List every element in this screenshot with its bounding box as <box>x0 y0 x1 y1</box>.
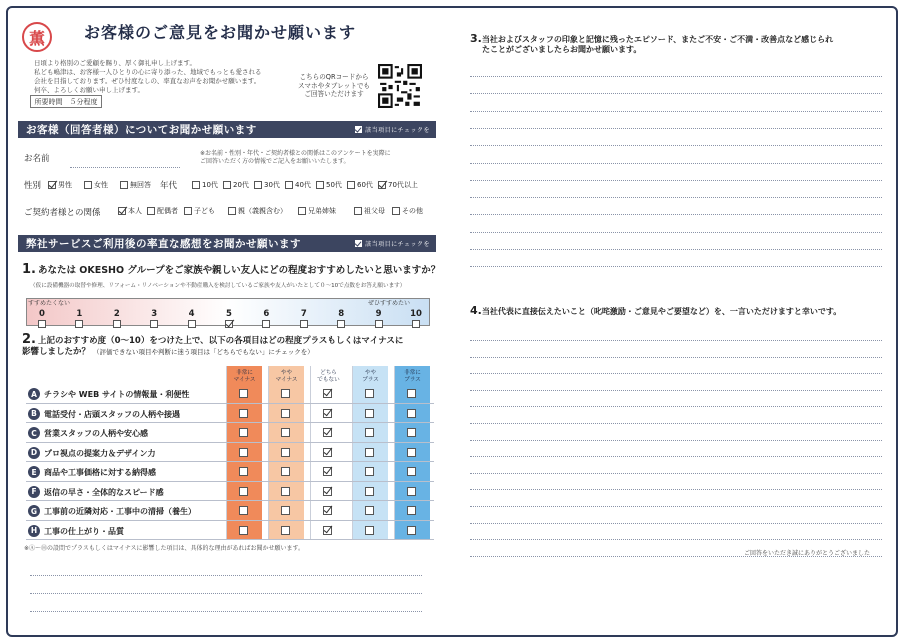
seal-stamp: 薫 <box>22 22 52 52</box>
relation-option[interactable] <box>147 206 178 216</box>
scale-checkbox[interactable] <box>300 320 308 328</box>
rating-checkbox[interactable] <box>365 409 374 418</box>
rating-checkbox[interactable] <box>281 506 290 515</box>
scale-number: 9 <box>375 309 382 319</box>
scale-option[interactable] <box>256 309 276 328</box>
relation-option[interactable] <box>392 206 423 216</box>
relation-option[interactable] <box>228 206 287 216</box>
rating-checkbox[interactable] <box>281 526 290 535</box>
scale-option[interactable] <box>69 309 89 328</box>
section1-header: お客様（回答者様）についてお聞かせ願います 該当項目にチェックを <box>18 121 436 138</box>
scale-option[interactable] <box>182 309 202 328</box>
relation-label: ご契約者様との関係 <box>24 208 101 218</box>
q4-answer-line[interactable] <box>470 440 882 441</box>
rating-checkbox[interactable] <box>365 448 374 457</box>
q3-answer-line[interactable] <box>470 180 882 181</box>
answer-line[interactable] <box>30 593 422 594</box>
item-letter-badge: F <box>28 486 40 498</box>
item-letter-badge: H <box>28 525 40 537</box>
checkbox[interactable] <box>354 207 362 215</box>
checkbox[interactable] <box>378 181 386 189</box>
rating-checkbox[interactable] <box>239 487 248 496</box>
scale-checkbox[interactable] <box>225 320 233 328</box>
scale-option[interactable] <box>294 309 314 328</box>
name-line[interactable] <box>70 167 180 168</box>
rating-checkbox[interactable] <box>239 448 248 457</box>
item-label: プロ視点の提案力＆デザイン力 <box>44 448 156 458</box>
scale-number: 7 <box>300 309 307 319</box>
rating-column-header: どちら でもない <box>317 370 340 383</box>
option-label: 女性 <box>94 181 108 189</box>
q3-answer-line[interactable] <box>470 145 882 146</box>
check-icon <box>355 126 362 133</box>
scale-option[interactable] <box>406 309 426 328</box>
item-letter-badge: B <box>28 408 40 420</box>
option-label: 配偶者 <box>157 207 178 215</box>
age-label: 年代 <box>160 181 178 191</box>
q4-answer-line[interactable] <box>470 456 882 457</box>
rating-column-header: やや プラス <box>362 370 379 383</box>
scale-checkbox[interactable] <box>113 320 121 328</box>
rating-checkbox[interactable] <box>407 448 416 457</box>
scale-option[interactable] <box>144 309 164 328</box>
scale-option[interactable] <box>219 309 239 328</box>
q4-answer-line[interactable] <box>470 406 882 407</box>
checkbox[interactable] <box>285 181 293 189</box>
relation-option[interactable] <box>354 206 385 216</box>
rating-checkbox[interactable] <box>365 506 374 515</box>
scale-number: 2 <box>113 309 120 319</box>
age-option[interactable] <box>192 180 218 190</box>
scale-low-label: すすめたくない <box>28 300 71 307</box>
rating-checkbox[interactable] <box>365 467 374 476</box>
q3-answer-line[interactable] <box>470 93 882 94</box>
age-option[interactable] <box>223 180 249 190</box>
scale-number: 1 <box>76 309 83 319</box>
item-label: 返信の早さ・全体的なスピード感 <box>44 487 164 497</box>
rating-checkbox[interactable] <box>239 467 248 476</box>
answer-line[interactable] <box>30 575 422 576</box>
item-letter-badge: D <box>28 447 40 459</box>
q3-answer-line[interactable] <box>470 128 882 129</box>
rating-checkbox[interactable] <box>239 389 248 398</box>
rating-checkbox[interactable] <box>323 467 332 476</box>
checkbox[interactable] <box>347 181 355 189</box>
qr-code[interactable] <box>378 64 422 108</box>
item-letter-badge: G <box>28 505 40 517</box>
intro-line: 会社を目指しております。ぜひ忖度なしの、率直なお声をお聞かせ願います。 <box>34 77 261 85</box>
rating-column-header: やや マイナス <box>275 370 298 383</box>
rating-checkbox[interactable] <box>281 487 290 496</box>
checkbox[interactable] <box>48 181 56 189</box>
item-label: 営業スタッフの人柄や安心感 <box>44 429 148 438</box>
option-label: 40代 <box>295 181 311 189</box>
option-label: 子ども <box>194 207 215 215</box>
item-label: 工事前の近隣対応・工事中の清掃（養生） <box>44 507 196 516</box>
rating-column-header: 非常に プラス <box>404 370 421 383</box>
checkbox[interactable] <box>298 207 306 215</box>
rating-checkbox[interactable] <box>407 526 416 535</box>
age-option[interactable] <box>285 180 311 190</box>
scale-option[interactable] <box>32 309 52 328</box>
q4-answer-line[interactable] <box>470 489 882 490</box>
checkbox[interactable] <box>192 181 200 189</box>
rating-checkbox[interactable] <box>281 409 290 418</box>
option-label: 兄弟姉妹 <box>308 207 336 215</box>
scale-checkbox[interactable] <box>262 320 270 328</box>
item-label: 商品や工事価格に対する納得感 <box>44 468 156 477</box>
rating-checkbox[interactable] <box>365 487 374 496</box>
scale-checkbox[interactable] <box>188 320 196 328</box>
relation-option[interactable] <box>184 206 215 216</box>
rating-checkbox[interactable] <box>407 389 416 398</box>
checkbox[interactable] <box>392 207 400 215</box>
checkbox[interactable] <box>228 207 236 215</box>
q3-answer-line[interactable] <box>470 249 882 250</box>
rating-checkbox[interactable] <box>365 428 374 437</box>
q4-answer-line[interactable] <box>470 373 882 374</box>
q3-answer-line[interactable] <box>470 197 882 198</box>
intro-line: 日頃より格別のご愛顧を賜り、厚く御礼申し上げます。 <box>34 59 196 67</box>
thanks-message: ご回答をいただき誠にありがとうございました <box>744 550 871 557</box>
q1-note: （仮に設備機器の取替や修理、リフォーム・リノベーションや不動産購入を検討しているご家族や友人がいたとして０〜10で点数をお答え願います） <box>30 283 406 289</box>
rating-checkbox[interactable] <box>407 467 416 476</box>
rating-checkbox[interactable] <box>365 389 374 398</box>
age-option[interactable] <box>316 180 342 190</box>
rating-checkbox[interactable] <box>239 526 248 535</box>
scale-high-label: ぜひすすめたい <box>368 300 411 307</box>
scale-number: 8 <box>338 309 345 319</box>
option-label: 本人 <box>128 207 142 215</box>
scale-number: 3 <box>151 309 158 319</box>
rating-checkbox[interactable] <box>323 487 332 496</box>
checkbox[interactable] <box>254 181 262 189</box>
scale-checkbox[interactable] <box>337 320 345 328</box>
q4-text: 4.当社代表に直接伝えたいこと（叱咤激励・ご意見やご要望など）を、一言いただけますと幸いです。 <box>470 304 842 317</box>
q4-answer-line[interactable] <box>470 539 882 540</box>
age-option[interactable] <box>254 180 280 190</box>
option-label: 20代 <box>233 181 249 189</box>
scale-number: 5 <box>226 309 232 319</box>
time-estimate: 所要時間 ５分程度 <box>30 95 102 108</box>
checkbox[interactable] <box>316 181 324 189</box>
age-option[interactable] <box>378 180 418 190</box>
checkbox[interactable] <box>147 207 155 215</box>
item-label: チラシや WEB サイトの情報量・利便性 <box>44 390 190 399</box>
rating-checkbox[interactable] <box>281 467 290 476</box>
option-label: 10代 <box>202 181 218 189</box>
rating-checkbox[interactable] <box>239 428 248 437</box>
item-letter-badge: C <box>28 427 40 439</box>
q4-answer-line[interactable] <box>470 357 882 358</box>
rating-checkbox[interactable] <box>281 448 290 457</box>
intro-line: 何卒、よろしくお願い申し上げます。 <box>34 86 144 94</box>
intro-line: 私ども嶋津は、お客様一人ひとりの心に寄り添った、地域でもっとも愛される <box>34 68 262 76</box>
qr-instructions: こちらのQRコードから スマホやタブレットでも ご回答いただけます <box>297 73 371 98</box>
checkbox[interactable] <box>223 181 231 189</box>
check-icon <box>355 240 362 247</box>
scale-number: 0 <box>39 309 45 319</box>
rating-checkbox[interactable] <box>407 409 416 418</box>
gender-label: 性別 <box>24 181 42 191</box>
q3-answer-line[interactable] <box>470 76 882 77</box>
q3-answer-line[interactable] <box>470 232 882 233</box>
rating-checkbox[interactable] <box>239 409 248 418</box>
age-option[interactable] <box>347 180 373 190</box>
rating-column-header: 非常に マイナス <box>233 370 256 383</box>
rating-checkbox[interactable] <box>323 389 332 398</box>
scale-option[interactable] <box>107 309 127 328</box>
checkbox[interactable] <box>120 181 128 189</box>
scale-number: 6 <box>263 309 270 319</box>
name-note: ※お名前・性別・年代・ご契約者様との関係はこのアンケートを実際に ご回答いただく方の情報でご記入をお願いいたします。 <box>200 150 391 165</box>
q4-answer-line[interactable] <box>470 473 882 474</box>
option-label: 親（義親含む） <box>238 207 287 215</box>
gender-option[interactable] <box>84 180 108 190</box>
q3-text: 3.当社およびスタッフの印象と記憶に残ったエピソード、またご不安・ご不満・改善点など感じられ たことがございましたらお聞かせ願います。 <box>470 32 834 54</box>
q4-answer-line[interactable] <box>470 423 882 424</box>
item-letter-badge: E <box>28 466 40 478</box>
rating-checkbox[interactable] <box>323 448 332 457</box>
option-label: その他 <box>402 207 423 215</box>
rating-checkbox[interactable] <box>239 506 248 515</box>
q3-answer-line[interactable] <box>470 266 882 267</box>
scale-checkbox[interactable] <box>375 320 383 328</box>
q2-text: 2. 上記のおすすめ度（0〜10）をつけた上で、以下の各項目はどの程度プラスもしくはマイナスに 影響しましたか？ （評価できない項目や判断に迷う項目は「どちらでもない」にチェックを） <box>22 332 404 357</box>
option-label: 30代 <box>264 181 280 189</box>
q3-answer-line[interactable] <box>470 111 882 112</box>
option-label: 無回答 <box>130 181 151 189</box>
rating-checkbox[interactable] <box>407 506 416 515</box>
page-title: お客様のご意見をお聞かせ願います <box>84 23 357 42</box>
q4-answer-line[interactable] <box>470 506 882 507</box>
option-label: 70代以上 <box>388 181 418 189</box>
option-label: 祖父母 <box>364 207 385 215</box>
checkbox[interactable] <box>84 181 92 189</box>
rating-checkbox[interactable] <box>323 506 332 515</box>
checkbox[interactable] <box>184 207 192 215</box>
rating-checkbox[interactable] <box>281 428 290 437</box>
gender-option[interactable] <box>48 180 72 190</box>
q4-answer-line[interactable] <box>470 340 882 341</box>
scale-number: 10 <box>410 309 422 319</box>
item-label: 工事の仕上がり・品質 <box>44 526 124 536</box>
scale-number: 4 <box>188 309 195 319</box>
name-label: お名前 <box>24 154 50 164</box>
option-label: 男性 <box>58 181 72 189</box>
rating-checkbox[interactable] <box>323 428 332 437</box>
answer-line[interactable] <box>30 611 422 612</box>
rating-checkbox[interactable] <box>323 409 332 418</box>
rating-checkbox[interactable] <box>281 389 290 398</box>
rating-checkbox[interactable] <box>407 487 416 496</box>
checkbox[interactable] <box>118 207 126 215</box>
q3-answer-line[interactable] <box>470 163 882 164</box>
scale-checkbox[interactable] <box>412 320 420 328</box>
q3-answer-line[interactable] <box>470 214 882 215</box>
relation-option[interactable] <box>298 206 336 216</box>
q1-text: 1. あなたは OKESHO グループをご家族や親しい友人にどの程度おすすめしたいと思いますか？ <box>22 262 441 277</box>
q4-answer-line[interactable] <box>470 523 882 524</box>
item-letter-badge: A <box>28 388 40 400</box>
scale-checkbox[interactable] <box>38 320 46 328</box>
rating-checkbox[interactable] <box>407 428 416 437</box>
section2-header: 弊社サービスご利用後の率直な感想をお聞かせ願います 該当項目にチェックを <box>18 235 436 252</box>
rating-checkbox[interactable] <box>323 526 332 535</box>
relation-option[interactable] <box>118 206 142 216</box>
scale-checkbox[interactable] <box>75 320 83 328</box>
rating-checkbox[interactable] <box>365 526 374 535</box>
option-label: 60代 <box>357 181 373 189</box>
q4-answer-line[interactable] <box>470 390 882 391</box>
q2-footnote: ※Ⓐ〜Ⓗの設問でプラスもしくはマイナスに影響した項目は、具体的な理由があればお聞かせ願います。 <box>24 545 305 552</box>
scale-option[interactable] <box>369 309 389 328</box>
scale-checkbox[interactable] <box>150 320 158 328</box>
option-label: 50代 <box>326 181 342 189</box>
gender-option[interactable] <box>120 180 151 190</box>
scale-option[interactable] <box>331 309 351 328</box>
item-label: 電話受付・店頭スタッフの人柄や接遇 <box>44 409 180 419</box>
